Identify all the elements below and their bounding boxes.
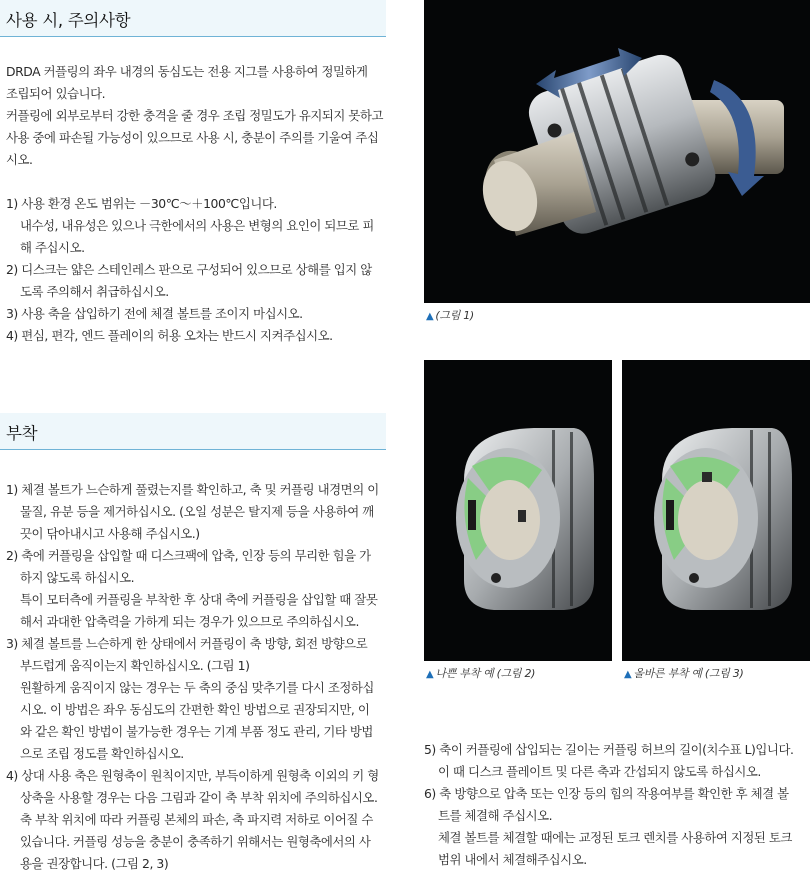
mounting-steps-right <box>424 739 810 871</box>
list-item: 범위 내에서 체결해주십시오. <box>438 852 587 867</box>
list-item: 3) 체결 볼트를 느슨하게 한 상태에서 커플링이 축 방향, 회전 방향으로 <box>6 636 368 651</box>
bad-mounting-illustration <box>424 360 612 661</box>
text-line: 조립되어 있습니다. <box>6 86 106 101</box>
text-line: 시오. <box>6 152 33 167</box>
list-item: 5) 축이 커플링에 삽입되는 길이는 커플링 허브의 길이(치수표 L)입니다. <box>424 742 794 757</box>
figure-2-caption <box>426 665 535 681</box>
list-item: 이 때 디스크 플레이트 및 다른 축과 간섭되지 않도록 하십시오. <box>438 764 761 779</box>
list-item: 도록 주의해서 취급하십시오. <box>20 284 169 299</box>
good-mounting-illustration <box>622 360 810 661</box>
list-item: 하지 않도록 하십시오. <box>20 570 135 585</box>
list-item: 1) 체결 볼트가 느슨하게 풀렸는지를 확인하고, 축 및 커플링 내경면의 이 <box>6 482 379 497</box>
figure-1-photo <box>424 0 810 303</box>
list-item: 1) 사용 환경 온도 범위는 －30℃～＋100℃입니다. <box>6 196 277 211</box>
list-item: 끗이 닦아내시고 사용해 주십시오.) <box>20 526 200 541</box>
text-line: DRDA 커플링의 좌우 내경의 동심도는 전용 지그를 사용하여 정밀하게 <box>6 64 368 79</box>
list-item: 2) 디스크는 얇은 스테인레스 판으로 구성되어 있으므로 상해를 입지 않 <box>6 262 372 277</box>
figure-3-photo <box>622 360 810 661</box>
list-item: 부드럽게 움직이는지 확인하십시오. (그림 1) <box>20 658 250 673</box>
caption-triangle-icon: ▲ <box>426 669 434 680</box>
usage-section-title: 사용 시, 주의사항 <box>6 11 131 30</box>
caption-text: 올바른 부착 예 (그림 3) <box>633 667 744 680</box>
list-item: 으로 조립 정도를 확인하십시오. <box>20 746 184 761</box>
caption-text: 나쁜 부착 예 (그림 2) <box>435 667 536 680</box>
list-item: 상축을 사용할 경우는 다음 그림과 같이 축 부착 위치에 주의하십시오. <box>20 790 378 805</box>
list-item: 해서 과대한 압축력을 가하게 되는 경우가 있으므로 주의하십시오. <box>20 614 359 629</box>
usage-section-header <box>0 0 386 37</box>
figure-3-caption <box>624 665 743 681</box>
list-item: 있습니다. 커플링 성능을 충분이 충족하기 위해서는 원형축에서의 사 <box>20 834 371 849</box>
list-item: 2) 축에 커플링을 삽입할 때 디스크팩에 압축, 인장 등의 무리한 힘을 가 <box>6 548 371 563</box>
list-item: 와 같은 확인 방법이 불가능한 경우는 기계 부품 정도 관리, 기타 방법 <box>20 724 373 739</box>
list-item: 3) 사용 축을 삽입하기 전에 체결 볼트를 조이지 마십시오. <box>6 306 303 321</box>
coupling-axial-rotation-illustration <box>424 0 810 303</box>
text-line: 사용 중에 파손될 가능성이 있으므로 사용 시, 충분이 주의를 기울여 주십 <box>6 130 379 145</box>
list-item: 내수성, 내유성은 있으나 극한에서의 사용은 변형의 요인이 되므로 피 <box>20 218 374 233</box>
figure-2-photo <box>424 360 612 661</box>
list-item: 트를 체결해 주십시오. <box>438 808 553 823</box>
list-item: 원활하게 움직이지 않는 경우는 두 축의 중심 맞추기를 다시 조정하십 <box>20 680 374 695</box>
list-item: 4) 편심, 편각, 엔드 플레이의 허용 오차는 반드시 지켜주십시오. <box>6 328 333 343</box>
usage-items <box>6 193 392 347</box>
caption-triangle-icon: ▲ <box>426 311 434 322</box>
caption-triangle-icon: ▲ <box>624 669 632 680</box>
mounting-section-header <box>0 413 386 450</box>
figure-1-caption <box>426 307 474 323</box>
list-item: 시오. 이 방법은 좌우 동심도의 간편한 확인 방법으로 권장되지만, 이 <box>20 702 370 717</box>
list-item: 해 주십시오. <box>20 240 85 255</box>
caption-text: (그림 1) <box>435 309 474 322</box>
list-item: 물질, 유분 등을 제거하십시오. (오일 성분은 탈지제 등을 사용하여 깨 <box>20 504 374 519</box>
list-item: 용을 권장합니다. (그림 2, 3) <box>20 856 169 871</box>
list-item: 4) 상대 사용 축은 원형축이 원칙이지만, 부득이하게 원형축 이외의 키 형 <box>6 768 379 783</box>
mounting-steps <box>6 479 392 875</box>
list-item: 6) 축 방향으로 압축 또는 인장 등의 힘의 작용여부를 확인한 후 체결 볼 <box>424 786 789 801</box>
mounting-section-title: 부착 <box>6 424 38 443</box>
text-line: 커플링에 외부로부터 강한 충격을 줄 경우 조립 정밀도가 유지되지 못하고 <box>6 108 383 123</box>
usage-intro <box>6 61 392 171</box>
list-item: 축 부착 위치에 따라 커플링 본체의 파손, 축 파지력 저하로 이어질 수 <box>20 812 373 827</box>
list-item: 특이 모터측에 커플링을 부착한 후 상대 축에 커플링을 삽입할 때 잘못 <box>20 592 378 607</box>
list-item: 체결 볼트를 체결할 때에는 교정된 토크 렌치를 사용하여 지정된 토크 <box>438 830 792 845</box>
